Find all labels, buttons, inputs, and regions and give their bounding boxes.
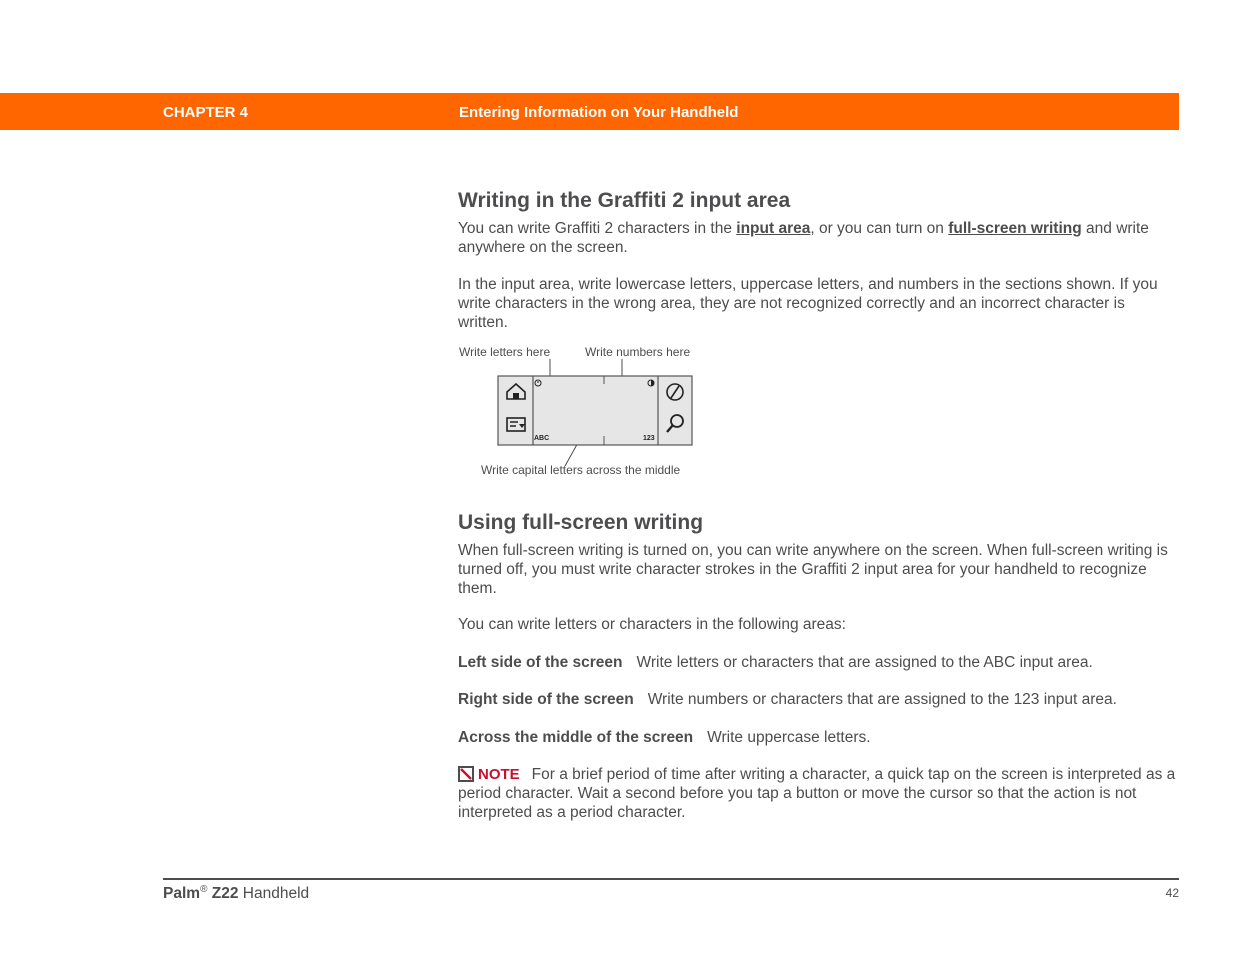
- note-label: NOTE: [478, 766, 520, 783]
- abc-label: ABC: [534, 435, 550, 442]
- input-panel: [498, 376, 692, 445]
- footer-product: Palm® Z22 Handheld: [163, 884, 310, 903]
- label-capitals: Write capital letters across the middle: [481, 463, 681, 477]
- link-full-screen-writing[interactable]: full-screen writing: [948, 220, 1082, 237]
- definition-right-side: Right side of the screen Write numbers or characters that are assigned to the 123 input area.: [458, 691, 1117, 708]
- graffiti-input-area-diagram: [455, 340, 715, 480]
- section-heading-full-screen: Using full-screen writing: [458, 511, 704, 534]
- paragraph-full-screen: When full-screen writing is turned on, you can write anywhere on the screen. When full-screen writing is turned off, you must write character strokes in the Graffiti 2 input area for your handheld to recognize them.: [458, 542, 1168, 597]
- definition-middle: Across the middle of the screen Write uppercase letters.: [458, 729, 871, 746]
- section-heading-graffiti: Writing in the Graffiti 2 input area: [458, 189, 791, 212]
- note-block: [458, 765, 1179, 822]
- paragraph-input-areas: In the input area, write lowercase letters, uppercase letters, and numbers in the sections shown. If you write characters in the wrong area, they are not recognized correctly and an incorrect character is written.: [458, 276, 1158, 331]
- note-icon: [458, 766, 474, 782]
- label-letters: Write letters here: [459, 345, 551, 359]
- paragraph-intro: You can write Graffiti 2 characters in the input area, or you can turn on full-screen writing and write anywhere on the screen.: [458, 220, 1149, 256]
- chapter-title: Entering Information on Your Handheld: [459, 104, 739, 121]
- paragraph-areas-intro: You can write letters or characters in the following areas:: [458, 616, 846, 633]
- num-label: 123: [643, 435, 655, 442]
- label-numbers: Write numbers here: [585, 345, 691, 359]
- chapter-number: CHAPTER 4: [163, 104, 249, 121]
- footer-rule: [163, 878, 1179, 880]
- page-number: 42: [1165, 886, 1179, 900]
- definition-left-side: Left side of the screen Write letters or characters that are assigned to the ABC input area.: [458, 654, 1093, 671]
- note-text: For a brief period of time after writing a character, a quick tap on the screen is interpreted as a period character. Wait a second before you tap a button or move the cursor so that the action is not interpreted as a period character.: [458, 766, 1176, 821]
- link-input-area[interactable]: input area: [736, 220, 811, 237]
